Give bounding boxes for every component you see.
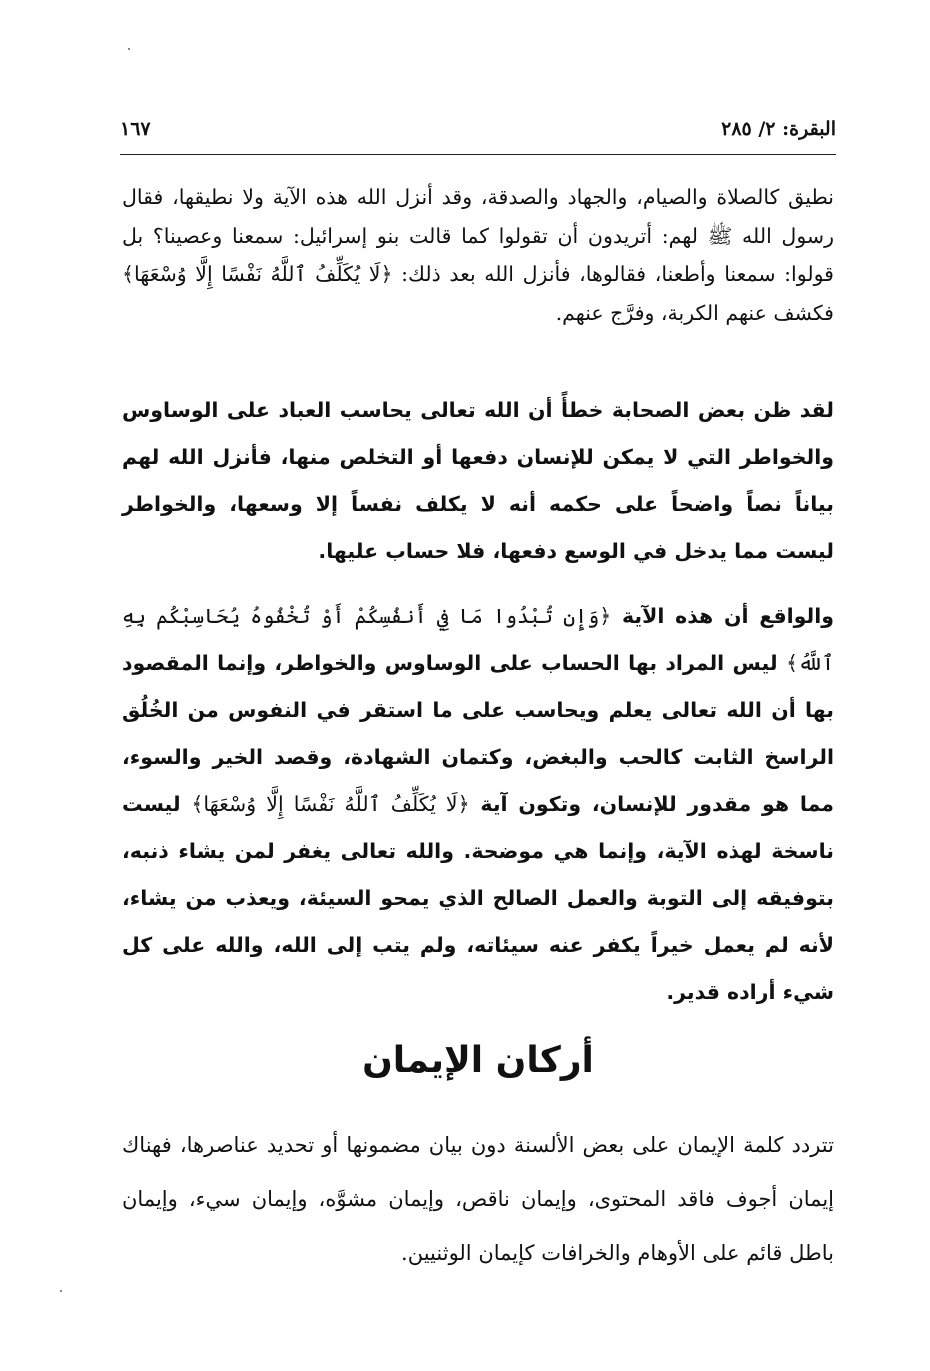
paragraph-text: تتردد كلمة الإيمان على بعض الألسنة دون بيان مضمونها أو تحديد عناصرها، فهناك إيمان أجوف فاقد المحتوى، وإيمان ناقص، وإيمان مشوَّه، وإيمان سيء، وإيمان باطل قائم على الأوهام والخرافات كإيمان الوثنيين. [122,1133,834,1265]
page-number: ١٦٧ [120,118,151,140]
quran-verse: ﴿لَا يُكَلِّفُ ٱللَّهُ نَفْسًا إِلَّا وُسْعَهَا﴾ [191,792,470,816]
paragraph-hadith [122,178,834,332]
scan-speck [128,48,130,50]
paragraph-text: والواقع أن هذه الآية [621,604,834,628]
running-title: البقرة: ٢/ ٢٨٥ [721,118,836,140]
paragraph-text: ليست ناسخة لهذه الآية، وإنما هي موضحة. والله تعالى يغفر لمن يشاء ذنبه، بتوفيقه إلى التوبة والعمل الصالح الذي يمحو السيئة، ويعذب من يشاء، لأنه لم يعمل خيراً يكفر عنه سيئاته، ولم يتب إلى الله، والله على كل شيء أراده قدير. [122,792,834,1004]
section-title: أركان الإيمان [362,1040,594,1081]
paragraph-text: لقد ظن بعض الصحابة خطأً أن الله تعالى يحاسب العباد على الوساوس والخواطر التي لا يمكن للإنسان دفعها أو التخلص منها، فأنزل الله لهم بياناً نصاً واضحاً على حكمه أنه لا يكلف نفساً إلا وسعها، والخواطر ليست مما يدخل في الوسع دفعها، فلا حساب عليها. [122,398,834,563]
paragraph-faith [122,1118,834,1280]
header-rule [120,154,836,155]
quran-verse: ﴿لَا يُكَلِّفُ ٱللَّهُ نَفْسًا إِلَّا وُسْعَهَا﴾ [122,262,393,286]
paragraph-text: فكشف عنهم الكربة، وفرَّج عنهم. [555,300,834,325]
quran-verse: ﴿وَإِن تُبْدُوا مَا فِي أَنفُسِكُمْ أَوْ تُخْفُوهُ يُحَاسِبْكُم بِهِ ٱللَّهُ﴾ [122,604,834,675]
paragraph-explanation [122,387,834,575]
page-header [120,118,836,154]
paragraph-text: ليس المراد بها الحساب على الوساوس والخواطر، وإنما المقصود بها أن الله تعالى يعلم ويحاسب على ما استقر في النفوس من الخُلُق الراسخ الثابت كالحب والبغض، وكتمان الشهادة، وقصد الخير والسوء، مما هو مقدور للإنسان، وتكون آية [122,651,834,816]
paragraph-text: نطيق كالصلاة والصيام، والجهاد والصدقة، وقد أنزل الله هذه الآية ولا نطيقها، فقال رسول الله ﷺ لهم: أتريدون أن تقولوا كما قالت بنو إسرائيل: سمعنا وعصينا؟ بل قولوا: سمعنا وأطعنا، فقالوها، فأنزل الله بعد ذلك: [122,185,834,286]
scan-speck [60,1290,62,1292]
paragraph-reality [122,593,834,1016]
